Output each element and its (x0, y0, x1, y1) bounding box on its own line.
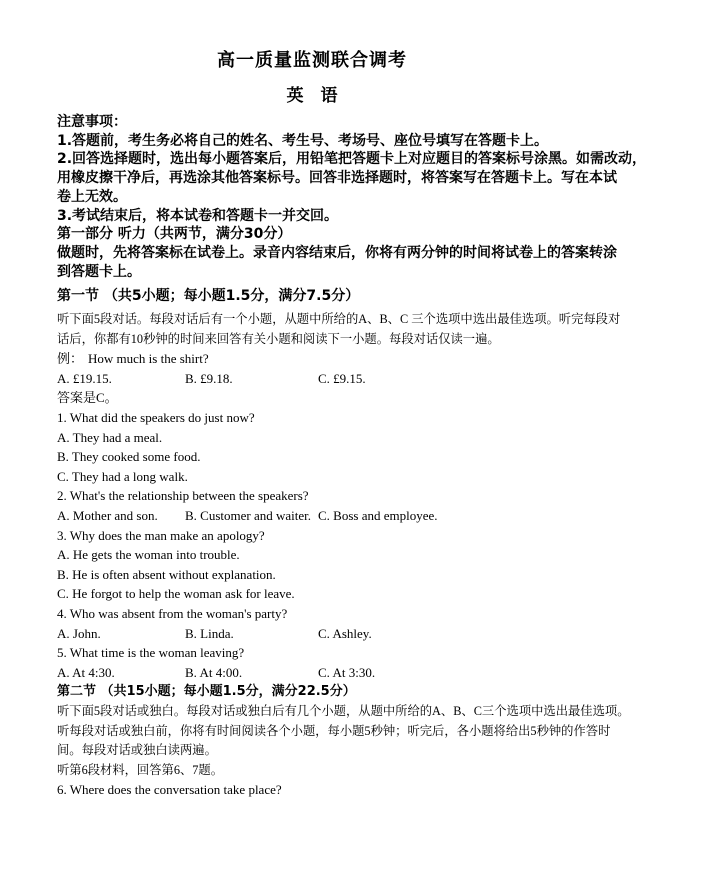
notice-line-2b: 用橡皮擦干净后，再选涂其他答案标号。回答非选择题时，将答案写在答题卡上。写在本试 (57, 170, 617, 187)
example-question-line (57, 349, 653, 369)
question-4-option-a: A. John. (57, 625, 101, 641)
question-1-option-b: B. They cooked some food. (57, 449, 201, 465)
question-1-text: 1. What did the speakers do just now? (57, 410, 255, 425)
example-answer-note: 答案是C。 (57, 390, 118, 406)
notice-line-2a: 2.回答选择题时，选出每小题答案后，用铅笔把答题卡上对应题目的答案标号涂黑。如需改动， (57, 151, 647, 168)
notice-line-3: 3.考试结束后，将本试卷和答题卡一并交回。 (57, 207, 339, 224)
section1-heading: 第一节 （共5小题；每小题1.5分，满分7.5分） (57, 288, 360, 305)
question-2-option-c: C. Boss and employee. (318, 507, 438, 523)
question-4-option-c: C. Ashley. (318, 625, 372, 641)
question-3-option-b: B. He is often absent without explanation. (57, 566, 276, 582)
example-option-b: B. £9.18. (185, 370, 233, 386)
notice-section (57, 113, 653, 281)
section1-instruction-line-2: 话后，你都有10秒钟的时间来回答有关小题和阅读下一小题。每段对话仅读一遍。 (57, 331, 500, 346)
question-2-options-row (57, 506, 653, 526)
question-2-option-b: B. Customer and waiter. (185, 507, 312, 523)
question-4-option-b: B. Linda. (185, 625, 234, 641)
section2-instruction-line-3: 间。每段对话或独白读两遍。 (57, 743, 217, 758)
question-5-option-c: C. At 3:30. (318, 664, 376, 680)
question-5-option-b: B. At 4:00. (185, 664, 243, 680)
question-6-text: 6. Where does the conversation take place? (57, 782, 282, 798)
section1-instruction-line-1: 听下面5段对话。每段对话后有一个小题，从题中所给的A、B、C 三个选项中选出最佳选项。听完每段对 (57, 312, 621, 327)
question-4-options-row (57, 624, 653, 644)
exam-title: 高一质量监测联合调考 (217, 50, 407, 71)
example-option-c: C. £9.15. (318, 370, 366, 386)
paper-header (57, 50, 567, 106)
question-2-option-a: A. Mother and son. (57, 507, 158, 523)
notice-heading: 注意事项： (57, 114, 127, 130)
notice-line-1: 1.答题前，考生务必将自己的姓名、考生号、考场号、座位号填写在答题卡上。 (57, 132, 549, 149)
part1-heading: 第一部分 听力（共两节，满分30分） (57, 226, 292, 243)
question-3-option-a: A. He gets the woman into trouble. (57, 547, 240, 563)
notice-line-2c: 卷上无效。 (57, 188, 127, 205)
part1-note-line-2: 到答题卡上。 (57, 263, 141, 280)
question-5-options-row (57, 663, 653, 683)
question-1-option-a: A. They had a meal. (57, 429, 163, 445)
section1-body (57, 310, 653, 800)
question-3-option-c: C. He forgot to help the woman ask for leave. (57, 586, 295, 602)
question-5-text: 5. What time is the woman leaving? (57, 645, 245, 661)
question-3-text: 3. Why does the man make an apology? (57, 527, 265, 543)
section2-instruction-line-1: 听下面5段对话或独白。每段对话或独白后有几个小题，从题中所给的A、B、C三个选项中选出最佳选项。 (57, 703, 630, 718)
example-option-a: A. £19.15. (57, 370, 112, 386)
question-4-text: 4. Who was absent from the woman's party? (57, 605, 288, 621)
section2-heading: 第二节 （共15小题；每小题1.5分，满分22.5分） (57, 684, 356, 700)
section2-instruction-line-2: 听每段对话或独白前，你将有时间阅读各个小题，每小题5秒钟；听完后，各小题将给出5秒钟的作答时 (57, 723, 611, 738)
example-label: 例： (57, 351, 84, 367)
section2-material-note: 听第6段材料，回答第6、7题。 (57, 762, 224, 777)
question-5-option-a: A. At 4:30. (57, 664, 115, 680)
question-1-option-c: C. They had a long walk. (57, 468, 188, 484)
part1-note-line-1: 做题时，先将答案标在试卷上。录音内容结束后，你将有两分钟的时间将试卷上的答案转涂 (57, 244, 617, 261)
question-2-text: 2. What's the relationship between the speakers? (57, 488, 309, 504)
example-options-row (57, 369, 653, 389)
exam-subject: 英 语 (286, 86, 338, 106)
example-question: How much is the shirt? (88, 351, 209, 367)
